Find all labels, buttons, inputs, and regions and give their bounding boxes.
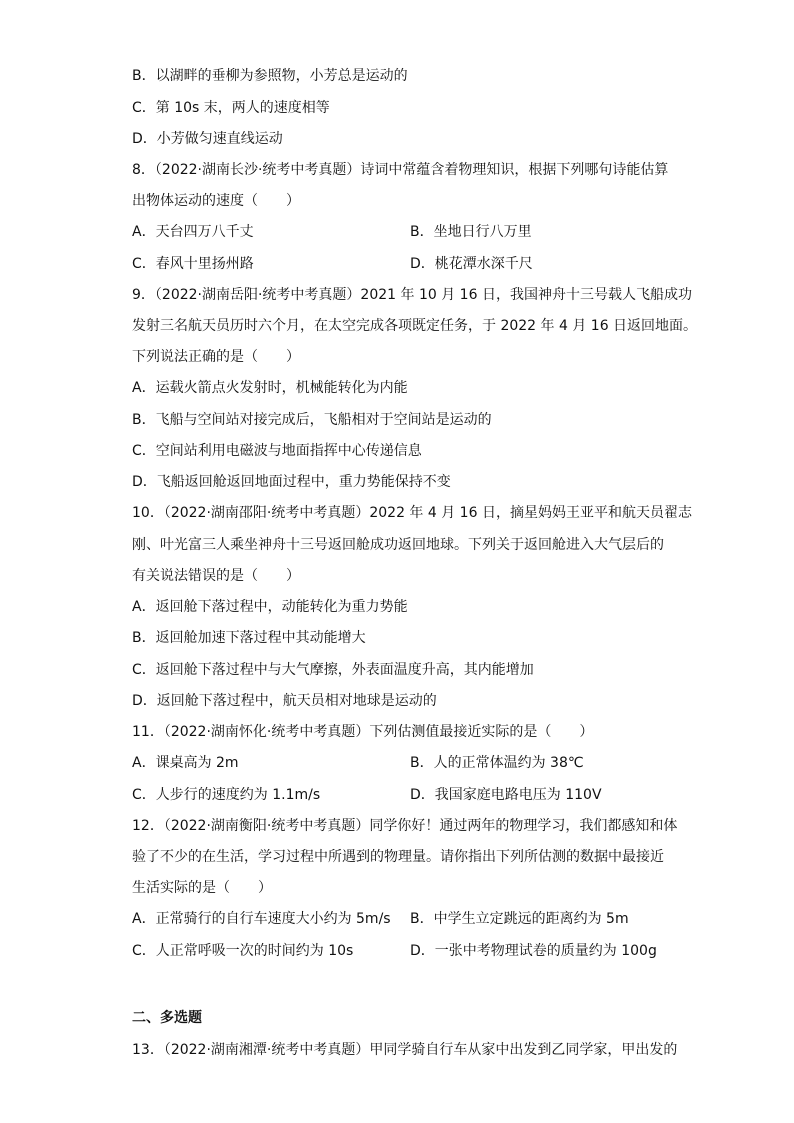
q12-option-d: D．一张中考物理试卷的质量约为 100g [410,943,657,959]
q12-option-a: A．正常骑行的自行车速度大小约为 5m/s [132,911,391,927]
q11-option-a: A．课桌高为 2m [132,755,239,771]
q11-option-b: B．人的正常体温约为 38℃ [410,755,584,771]
section-title-multiple-choice: 二、多选题 [132,1010,202,1026]
q8-option-d: D．桃花潭水深千尺 [410,256,533,272]
q13-stem-line1: 13．（2022·湖南湘潭·统考中考真题）甲同学骑自行车从家中出发到乙同学家，甲出发的 [132,1042,678,1058]
q8-stem-line1: 8．（2022·湖南长沙·统考中考真题）诗词中常蕴含着物理知识，根据下列哪句诗能估算 [132,162,669,178]
q10-option-b: B．返回舱加速下落过程中其动能增大 [132,630,366,646]
q12-option-b: B．中学生立定跳远的距离约为 5m [410,911,629,927]
q9-stem-line1: 9．（2022·湖南岳阳·统考中考真题）2021 年 10 月 16 日，我国神舟十三号载人飞船成功 [132,287,692,303]
q10-stem-line3: 有关说法错误的是（ ） [132,568,300,584]
q7-option-d: D．小芳做匀速直线运动 [132,131,283,147]
q9-stem-line2: 发射三名航天员历时六个月，在太空完成各项既定任务，于 2022 年 4 月 16 日返回地面。 [132,318,698,334]
q10-stem-line1: 10．（2022·湖南邵阳·统考中考真题）2022 年 4 月 16 日，摘星妈妈王亚平和航天员翟志 [132,505,692,521]
q10-option-d: D．返回舱下落过程中，航天员相对地球是运动的 [132,693,437,709]
q11-option-c: C．人步行的速度约为 1.1m/s [132,787,321,803]
q10-option-c: C．返回舱下落过程中与大气摩擦，外表面温度升高，其内能增加 [132,662,534,678]
q8-stem-line2: 出物体运动的速度（ ） [132,193,300,209]
q8-option-b: B．坐地日行八万里 [410,224,532,240]
q10-option-a: A．返回舱下落过程中，动能转化为重力势能 [132,599,408,615]
q10-stem-line2: 刚、叶光富三人乘坐神舟十三号返回舱成功返回地球。下列关于返回舱进入大气层后的 [132,537,664,553]
q11-stem: 11．（2022·湖南怀化·统考中考真题）下列估测值最接近实际的是（ ） [132,724,594,740]
q9-option-c: C．空间站利用电磁波与地面指挥中心传递信息 [132,443,422,459]
q7-option-c: C．第 10s 末，两人的速度相等 [132,100,330,116]
q9-option-b: B．飞船与空间站对接完成后，飞船相对于空间站是运动的 [132,412,492,428]
q8-option-c: C．春风十里扬州路 [132,256,254,272]
q12-stem-line1: 12．（2022·湖南衡阳·统考中考真题）同学你好！通过两年的物理学习，我们都感知和体 [132,818,678,834]
q12-option-c: C．人正常呼吸一次的时间约为 10s [132,943,354,959]
q12-stem-line2: 验了不少的在生活，学习过程中所遇到的物理量。请你指出下列所估测的数据中最接近 [132,849,664,865]
q11-option-d: D．我国家庭电路电压为 110V [410,787,602,803]
q9-option-a: A．运载火箭点火发射时，机械能转化为内能 [132,380,408,396]
q8-option-a: A．天台四万八千丈 [132,224,254,240]
q7-option-b: B．以湖畔的垂柳为参照物，小芳总是运动的 [132,68,408,84]
q9-option-d: D．飞船返回舱返回地面过程中，重力势能保持不变 [132,474,451,490]
q12-stem-line3: 生活实际的是（ ） [132,880,272,896]
q9-stem-line3: 下列说法正确的是（ ） [132,349,300,365]
